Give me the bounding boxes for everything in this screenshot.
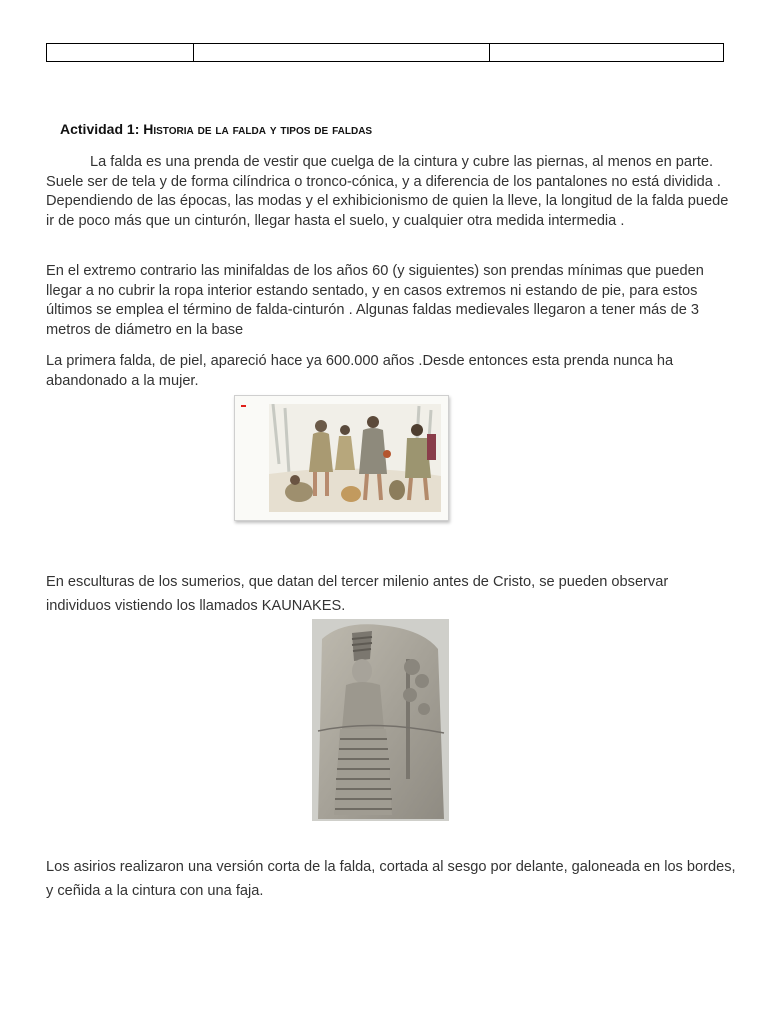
header-cell-2 xyxy=(194,44,490,61)
activity-title xyxy=(60,121,372,137)
activity-heading: Historia de la falda y tipos de faldas xyxy=(143,121,373,137)
red-mark xyxy=(241,405,246,407)
prehistoric-scene-drawing xyxy=(269,404,441,512)
paragraph-assyrians: Los asirios realizaron una versión corta de la falda, cortada al sesgo por delante, galoneada en los bordes, y ceñida a la cintura con una faja. xyxy=(46,859,736,899)
header-cell-1 xyxy=(47,44,194,61)
activity-label: Actividad 1: xyxy=(60,121,140,137)
prehistoric-people-illustration xyxy=(234,395,449,521)
kaunakes-relief-drawing xyxy=(312,619,449,821)
header-table xyxy=(46,43,724,62)
paragraph-miniskirts: En el extremo contrario las minifaldas de los años 60 (y siguientes) son prendas mínimas que pueden llegar a no cubrir la ropa interior estando sentado, y en casos extremos ni estando de pie, para estos últimos se emplea el término de falda-cinturón . Algunas faldas medievales llegaron a tener más de 3 metros de diámetro en la base xyxy=(46,263,704,338)
paragraph-first-skirt: La primera falda, de piel, apareció hace ya 600.000 años .Desde entonces esta prenda nunca ha abandonado a la mujer. xyxy=(46,353,674,389)
header-cell-3 xyxy=(490,44,723,61)
paragraph-skirt-definition: La falda es una prenda de vestir que cuelga de la cintura y cubre las piernas, al menos en parte. Suele ser de tela y de forma cilíndrica o tronco-cónica, y a diferencia de los pantalones no está dividida . Dependiendo de las épocas, las modas y el exhibicionismo de quien la lleve, la longitud de la falda puede ir de poco más que un cinturón, llegar hasta el suelo, y cualquier otra medida intermedia . xyxy=(46,154,729,229)
sumerian-sculpture-image xyxy=(312,619,449,821)
paragraph-sumerians: En esculturas de los sumerios, que datan del tercer milenio antes de Cristo, se pueden observar individuos vistiendo los llamados KAUNAKES. xyxy=(46,574,669,614)
